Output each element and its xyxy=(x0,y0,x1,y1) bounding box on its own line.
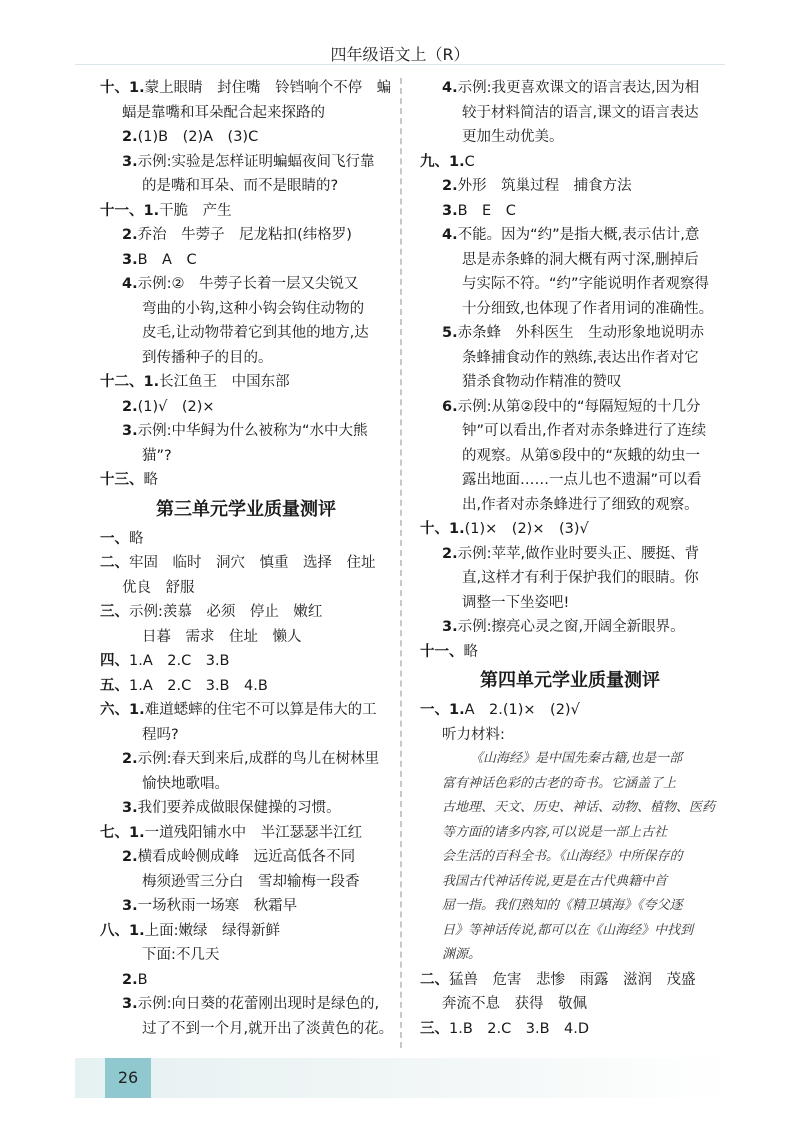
answer-number: 2. xyxy=(442,178,458,194)
answer-line xyxy=(420,640,720,665)
answer-line xyxy=(100,419,392,444)
answer-text: 干脆 产生 xyxy=(159,202,232,219)
answer-line xyxy=(100,125,392,150)
answer-line xyxy=(100,992,392,1017)
answer-line xyxy=(420,223,720,248)
right-column xyxy=(420,76,720,1041)
answer-line-continued: 十分细致,也体现了作者用词的准确性。 xyxy=(462,300,714,317)
answer-text: 蒙上眼睛 封住嘴 铃铛响个不停 蝙 xyxy=(144,80,392,96)
answer-number: 十、1. xyxy=(420,521,465,537)
answer-number: 二、 xyxy=(420,971,449,988)
listening-material-line: 渊源。 xyxy=(442,947,482,962)
answer-text: 一场秋雨一场寒 秋霜早 xyxy=(137,898,298,914)
answer-text: 猛兽 危害 悲惨 雨露 滋润 茂盛 xyxy=(449,971,696,988)
answer-text: (1)× (2)× (3)√ xyxy=(464,521,589,537)
listening-material-line: 等方面的诸多内容,可以说是一部上古社 xyxy=(442,824,668,840)
answer-text: B xyxy=(137,971,148,988)
answer-line-continued: 钟”可以看出,作者对赤条蜂进行了连续 xyxy=(462,423,707,439)
answer-line xyxy=(420,968,720,993)
answer-number: 四、 xyxy=(100,653,129,669)
answer-line-continued: 的是嘴和耳朵、而不是眼睛的? xyxy=(142,178,339,194)
answer-line xyxy=(420,517,720,542)
answer-line xyxy=(420,542,720,567)
answer-text: 示例:擦亮心灵之窗,开阔全新眼界。 xyxy=(457,619,685,635)
answer-line xyxy=(100,527,392,552)
answer-number: 八、1. xyxy=(100,922,145,939)
answer-number: 3. xyxy=(122,251,138,268)
footer-band xyxy=(75,1058,730,1098)
listening-material-line: 日》等神话传说,都可以在《山海经》中找到 xyxy=(442,922,694,938)
answer-line-continued: 梅须逊雪三分白 雪却输梅一段香 xyxy=(142,873,360,890)
answer-line xyxy=(100,674,392,699)
answer-text: 不能。因为“约”是指大概,表示估计,意 xyxy=(457,227,700,243)
answer-number: 三、 xyxy=(100,604,129,620)
answer-text: 赤条蜂 外科医生 生动形象地说明赤 xyxy=(457,325,705,341)
answer-number: 3. xyxy=(442,202,458,219)
answer-number: 2. xyxy=(122,971,138,988)
answer-line xyxy=(100,600,392,625)
answer-number: 十一、1. xyxy=(100,202,160,219)
listening-material-line: 《山海经》是中国先秦古籍,也是一部 xyxy=(470,751,683,766)
answer-number: 3. xyxy=(122,996,138,1012)
answer-number: 5. xyxy=(442,325,458,341)
answer-text: B E C xyxy=(457,202,516,219)
answer-text: 示例:中华鲟为什么被称为“水中大熊 xyxy=(137,423,368,439)
answer-number: 三、 xyxy=(420,1020,449,1037)
answer-text: 示例:我更喜欢课文的语言表达,因为相 xyxy=(457,80,700,96)
listening-material-line: 会生活的百科全书。《山海经》中所保存的 xyxy=(442,849,683,864)
answer-number: 一、1. xyxy=(420,702,465,718)
answer-text: 示例:春天到来后,成群的鸟儿在树林里 xyxy=(137,751,380,767)
answer-text: 示例:羡慕 必须 停止 嫩红 xyxy=(129,604,323,620)
answer-text: 示例:实验是怎样证明蝙蝠夜间飞行靠 xyxy=(137,153,375,170)
answer-line-continued: 较于材料简洁的语言,课文的语言表达 xyxy=(462,104,699,121)
answer-number: 2. xyxy=(122,849,138,865)
answer-line-continued: 的观察。从第⑤段中的“灰蛾的幼虫一 xyxy=(462,447,701,464)
answer-line xyxy=(100,551,392,576)
answer-number: 4. xyxy=(442,227,458,243)
answer-line xyxy=(100,223,392,248)
answer-line xyxy=(100,698,392,723)
answer-number: 五、 xyxy=(100,677,129,694)
answer-text: C xyxy=(464,153,475,170)
answer-text: (1)√ (2)× xyxy=(137,398,215,415)
answer-number: 七、1. xyxy=(100,824,145,841)
answer-line-continued: 优良 舒服 xyxy=(122,579,195,596)
answer-number: 十二、1. xyxy=(100,374,160,390)
answer-line xyxy=(100,248,392,273)
answer-line-continued: 蝠是靠嘴和耳朵配合起来探路的 xyxy=(122,104,325,121)
answer-line-continued: 直,这样才有利于保护我们的眼睛。你 xyxy=(462,570,699,586)
answer-number: 九、1. xyxy=(420,153,465,170)
answer-line-continued: 弯曲的小钩,这种小钩会钩住动物的 xyxy=(142,300,365,317)
answer-line-continued: 下面:不几天 xyxy=(142,947,220,963)
answer-line xyxy=(100,968,392,993)
answer-text: 横看成岭侧成峰 远近高低各不同 xyxy=(137,849,356,865)
answer-text: 我们要养成做眼保健操的习惯。 xyxy=(137,800,341,816)
answer-number: 2. xyxy=(122,129,138,145)
answer-number: 十一、 xyxy=(420,643,464,660)
answer-text: 1.A 2.C 3.B xyxy=(129,653,230,669)
answer-line xyxy=(420,321,720,346)
answer-line xyxy=(420,395,720,420)
answer-text: 略 xyxy=(143,472,158,488)
answer-line-continued: 调整一下坐姿吧! xyxy=(462,594,570,611)
answer-number: 4. xyxy=(442,80,458,96)
answer-line-continued: 思是赤条蜂的洞大概有两寸深,删掉后 xyxy=(462,251,699,268)
listening-material-line: 富有神话色彩的古老的奇书。它涵盖了上 xyxy=(442,775,677,791)
page-title: 四年级语文上（R） xyxy=(330,45,470,64)
left-column xyxy=(100,76,392,1041)
answer-line xyxy=(100,919,392,944)
answer-line-continued: 过了不到一个月,就开出了淡黄色的花。 xyxy=(142,1020,394,1037)
answer-number: 3. xyxy=(122,800,138,816)
answer-number: 4. xyxy=(122,276,138,292)
answer-line xyxy=(100,468,392,493)
answer-line xyxy=(420,174,720,199)
answer-text: 示例:从第②段中的“每隔短短的十几分 xyxy=(457,398,701,415)
answer-number: 2. xyxy=(442,545,458,562)
section-title: 第三单元学业质量测评 xyxy=(156,498,336,520)
answer-line xyxy=(100,649,392,674)
listening-material-line: 古地理、天文、历史、神话、动物、植物、医药 xyxy=(442,800,716,815)
answer-text: 略 xyxy=(129,530,144,547)
answer-line xyxy=(100,747,392,772)
answer-line-continued: 到传播种子的目的。 xyxy=(142,349,273,366)
answer-number: 6. xyxy=(442,398,458,415)
listening-material-line: 屈一指。我们熟知的《精卫填海》《夸父逐 xyxy=(442,898,683,913)
answer-text: 示例:向日葵的花蕾刚出现时是绿色的, xyxy=(137,996,380,1012)
answer-number: 二、 xyxy=(100,555,129,571)
answer-line xyxy=(100,370,392,395)
answer-text: 示例:② 牛蒡子长着一层又尖锐又 xyxy=(137,276,359,292)
answer-line-continued: 听力材料: xyxy=(442,726,505,743)
answer-number: 3. xyxy=(442,619,458,635)
answer-line xyxy=(100,845,392,870)
answer-text: 1.B 2.C 3.B 4.D xyxy=(449,1020,590,1037)
answer-line xyxy=(420,76,720,101)
answer-number: 2. xyxy=(122,398,138,415)
answer-line xyxy=(420,615,720,640)
answer-number: 2. xyxy=(122,751,138,767)
answer-text: B A C xyxy=(137,251,197,268)
answer-line-continued: 程吗? xyxy=(142,726,179,743)
answer-line-continued: 露出地面……一点儿也不遗漏”可以看 xyxy=(462,472,702,488)
answer-line-continued: 愉快地歌唱。 xyxy=(142,775,229,792)
answer-line xyxy=(420,199,720,224)
answer-line-continued: 条蜂捕食动作的熟练,表达出作者对它 xyxy=(462,349,699,366)
answer-line xyxy=(420,1017,720,1042)
answer-text: 略 xyxy=(463,643,478,660)
answer-text: 示例:苹苹,做作业时要头正、腰挺、背 xyxy=(457,545,700,562)
answer-text: 牢固 临时 洞穴 慎重 选择 住址 xyxy=(129,555,376,571)
answer-text: 外形 筑巢过程 捕食方法 xyxy=(457,178,632,194)
answer-text: 长江鱼王 中国东部 xyxy=(159,374,290,390)
answer-line-continued: 日暮 需求 住址 懒人 xyxy=(142,628,302,645)
answer-text: 难道蟋蟀的住宅不可以算是伟大的工 xyxy=(144,702,377,718)
answer-text: 1.A 2.C 3.B 4.B xyxy=(129,677,268,694)
answer-line-continued: 更加生动优美。 xyxy=(462,129,564,145)
answer-line xyxy=(100,76,392,101)
answer-number: 2. xyxy=(122,227,138,243)
answer-text: A 2.(1)× (2)√ xyxy=(464,702,580,718)
answer-line-continued: 猫”? xyxy=(142,447,172,464)
answer-text: 上面:嫩绿 绿得新鲜 xyxy=(144,922,280,939)
answer-line xyxy=(100,199,392,224)
listening-material-line: 我国古代神话传说,更是在古代典籍中首 xyxy=(442,873,668,889)
answer-number: 十、1. xyxy=(100,80,145,96)
answer-number: 六、1. xyxy=(100,702,145,718)
answer-line xyxy=(420,150,720,175)
answer-text: 乔治 牛蒡子 尼龙粘扣(纬格罗) xyxy=(137,227,352,243)
answer-text: (1)B (2)A (3)C xyxy=(137,129,259,145)
answer-number: 一、 xyxy=(100,530,129,547)
answer-line-continued: 猎杀食物动作精准的赞叹 xyxy=(462,374,622,390)
answer-line xyxy=(100,821,392,846)
answer-line-continued: 与实际不符。“约”字能说明作者观察得 xyxy=(462,276,710,292)
section-title: 第四单元学业质量测评 xyxy=(480,670,660,691)
answer-number: 3. xyxy=(122,898,138,914)
answer-line xyxy=(100,150,392,175)
answer-line xyxy=(100,272,392,297)
column-divider xyxy=(400,78,402,1048)
answer-line xyxy=(100,796,392,821)
answer-line-continued: 出,作者对赤条蜂进行了细致的观察。 xyxy=(462,496,699,513)
answer-text: 一道残阳铺水中 半江瑟瑟半江红 xyxy=(144,824,363,841)
answer-line xyxy=(100,395,392,420)
answer-line-continued: 皮毛,让动物带着它到其他的地方,达 xyxy=(142,325,369,341)
header-rule xyxy=(75,64,725,65)
page-number: 26 xyxy=(105,1058,151,1098)
answer-line-continued: 奔流不息 获得 敬佩 xyxy=(442,996,587,1012)
answer-number: 3. xyxy=(122,153,138,170)
answer-number: 3. xyxy=(122,423,138,439)
answer-number: 十三、 xyxy=(100,472,144,488)
answer-line xyxy=(100,894,392,919)
answer-line xyxy=(420,698,720,723)
